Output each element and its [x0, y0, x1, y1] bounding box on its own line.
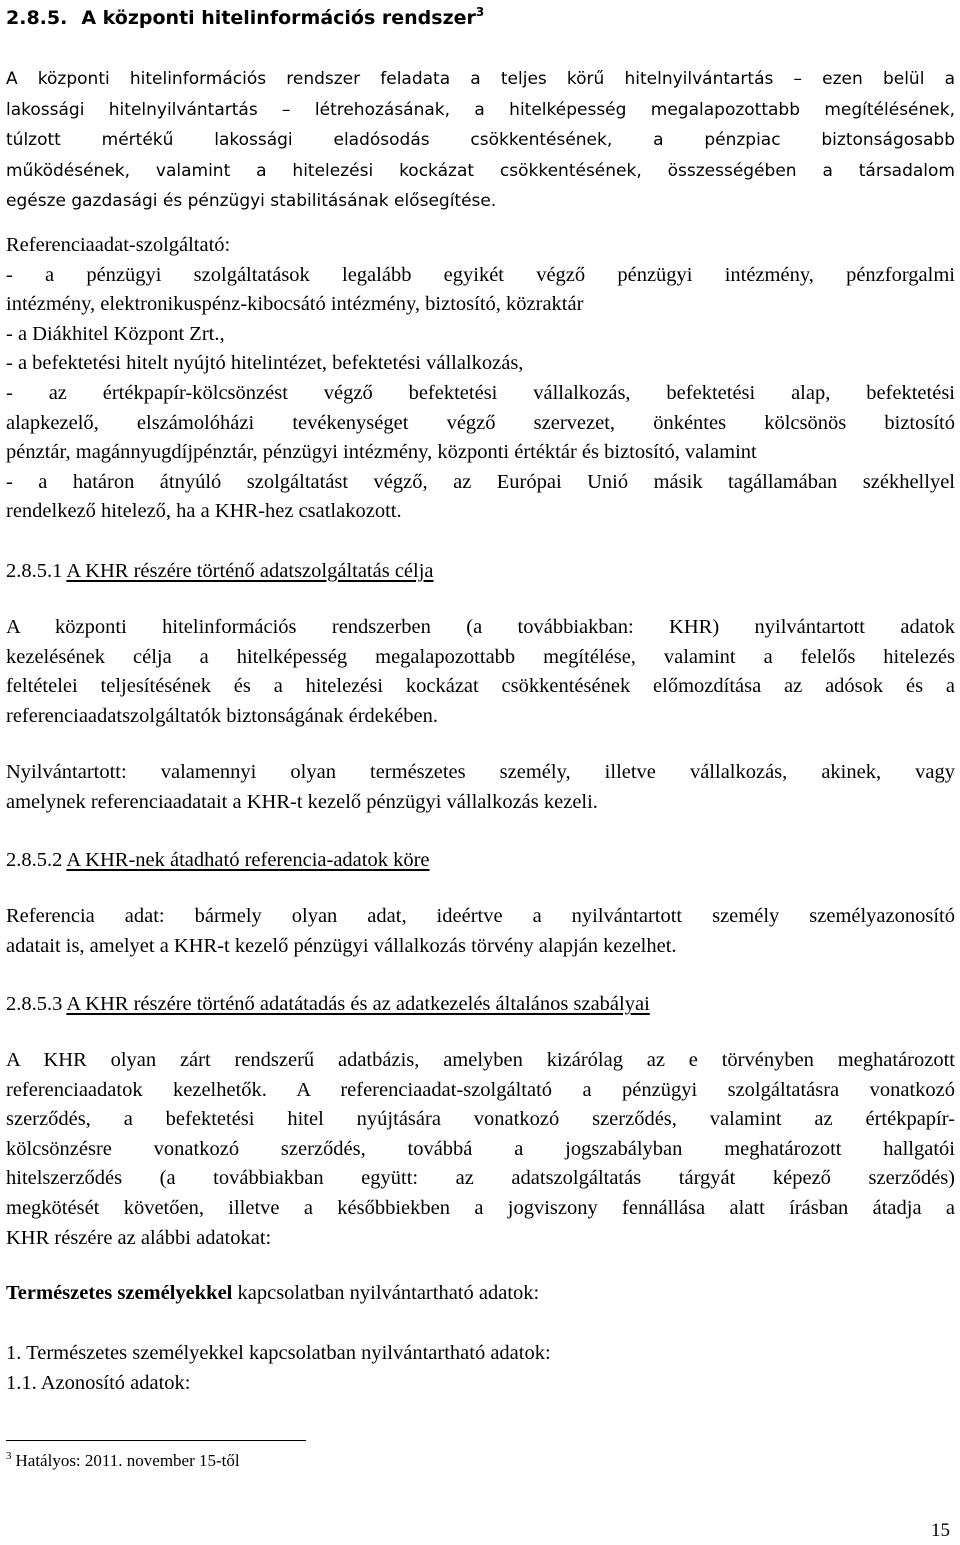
reference-data-paragraph	[6, 902, 955, 961]
list-item: - a pénzügyi szolgáltatások legalább egyikét végző pénzügyi intézmény, pénzforgalmi	[6, 263, 955, 286]
section-heading	[6, 6, 484, 30]
subsection-number: 2.8.5.1	[6, 560, 63, 582]
list-item: - az értékpapír-kölcsönzést végző befektetési vállalkozás, befektetési alap, befektetési	[6, 381, 955, 404]
subsection-heading	[6, 557, 434, 585]
text-line: Referenciaadat-szolgáltató:	[6, 234, 231, 256]
text-line: referenciaadatok kezelhetők. A referenciaadat-szolgáltató a pénzügyi szolgáltatásra vonatkozó	[6, 1078, 955, 1101]
text-line: Referencia adat: bármely olyan adat, ideértve a nyilvántartott személy személyazonosító	[6, 905, 955, 927]
data-provider-list	[6, 231, 955, 527]
subsection-title: A KHR-nek átadható referencia-adatok köre	[66, 849, 430, 871]
text-line: lakossági hitelnyilvántartás – létrehozásának, a hitelképesség megalapozottabb megítélésének,	[6, 99, 955, 120]
text-line: A központi hitelinformációs rendszer feladata a teljes körű hitelnyilvántartás – ezen belül a	[6, 69, 955, 89]
text-line: működésének, valamint a hitelezési kockázat csökkentésének, összességében a társadalom	[6, 160, 955, 181]
text-line: hitelszerződés (a továbbiakban együtt: az adatszolgáltatás tárgyát képező szerződés)	[6, 1167, 955, 1190]
list-item: - a Diákhitel Központ Zrt.,	[6, 322, 225, 345]
footnote-separator	[6, 1440, 306, 1441]
text-line: referenciaadatszolgáltatók biztonságának érdekében.	[6, 704, 438, 727]
page-number: 15	[931, 1520, 950, 1541]
text-line: megkötését követően, illetve a későbbiekben a jogviszony fennállása alatt írásban átadja a	[6, 1196, 955, 1219]
text-line: intézmény, elektronikuspénz-kibocsátó intézmény, biztosító, közraktár	[6, 293, 584, 316]
text-line: rendelkező hitelező, ha a KHR-hez csatlakozott.	[6, 500, 402, 523]
list-item: - a befektetési hitelt nyújtó hitelintézet, befektetési vállalkozás,	[6, 352, 524, 375]
text-line: KHR részére az alábbi adatokat:	[6, 1226, 272, 1249]
subsection-number: 2.8.5.2	[6, 849, 63, 871]
text-line	[6, 1279, 955, 1309]
regular-text: kapcsolatban nyilvántartható adatok:	[232, 1282, 540, 1304]
footnote-text: Hatályos: 2011. november 15-től	[15, 1451, 240, 1470]
registered-paragraph	[6, 758, 955, 817]
section-number: 2.8.5.	[6, 7, 68, 29]
text-line: A központi hitelinformációs rendszerben (a továbbiakban: KHR) nyilvántartott adatok	[6, 616, 955, 638]
text-line: alapkezelő, elszámolóházi tevékenységet végző szervezet, önkéntes kölcsönös biztosító	[6, 411, 955, 434]
intro-paragraph	[6, 64, 955, 217]
subsection-heading	[6, 990, 650, 1018]
text-line: kezelésének célja a hitelképesség megalapozottabb megítélése, valamint a felelős hitelezés	[6, 645, 955, 668]
text-line: kölcsönzésre vonatkozó szerződés, továbbá a jogszabályban meghatározott hallgatói	[6, 1137, 955, 1160]
subsection-title: A KHR részére történő adatátadás és az adatkezelés általános szabályai	[66, 993, 650, 1015]
text-line: Nyilvántartott: valamennyi olyan természetes személy, illetve vállalkozás, akinek, vagy	[6, 761, 955, 783]
footnote	[6, 1450, 240, 1472]
list-item: - a határon átnyúló szolgáltatást végző, az Európai Unió másik tagállamában székhellyel	[6, 470, 955, 493]
purpose-paragraph	[6, 613, 955, 731]
subsection-heading	[6, 846, 430, 874]
text-line: szerződés, a befektetési hitel nyújtására vonatkozó szerződés, valamint az értékpapír-	[6, 1108, 955, 1131]
text-line: adatait is, amelyet a KHR-t kezelő pénzügyi vállalkozás törvény alapján kezelhet.	[6, 934, 677, 957]
text-line: A KHR olyan zárt rendszerű adatbázis, amelyben kizárólag az e törvényben meghatározott	[6, 1049, 955, 1071]
list-item: 1. Természetes személyekkel kapcsolatban nyilvántartható adatok:	[6, 1342, 551, 1364]
text-line: amelynek referenciaadatait a KHR-t kezelő pénzügyi vállalkozás kezeli.	[6, 790, 598, 813]
footnote-reference: 3	[475, 5, 485, 19]
section-title: A központi hitelinformációs rendszer	[81, 7, 476, 29]
bold-text: Természetes személyekkel	[6, 1282, 233, 1304]
natural-persons-lead	[6, 1279, 955, 1309]
rules-paragraph	[6, 1046, 955, 1253]
text-line: egésze gazdasági és pénzügyi stabilitásának elősegítése.	[6, 191, 497, 211]
subsection-title: A KHR részére történő adatszolgáltatás célja	[66, 560, 434, 582]
text-line: feltételei teljesítésének és a hitelezési kockázat csökkentésének előmozdítása az adósok és a	[6, 675, 955, 698]
numbered-list	[6, 1339, 955, 1398]
subsection-number: 2.8.5.3	[6, 993, 63, 1015]
list-item: 1.1. Azonosító adatok:	[6, 1371, 191, 1394]
text-line: túlzott mértékű lakossági eladósodás csökkentésének, a pénzpiac biztonságosabb	[6, 130, 955, 150]
footnote-mark: 3	[6, 1450, 12, 1462]
text-line: pénztár, magánnyugdíjpénztár, pénzügyi intézmény, központi értéktár és biztosító, valamint	[6, 441, 757, 464]
